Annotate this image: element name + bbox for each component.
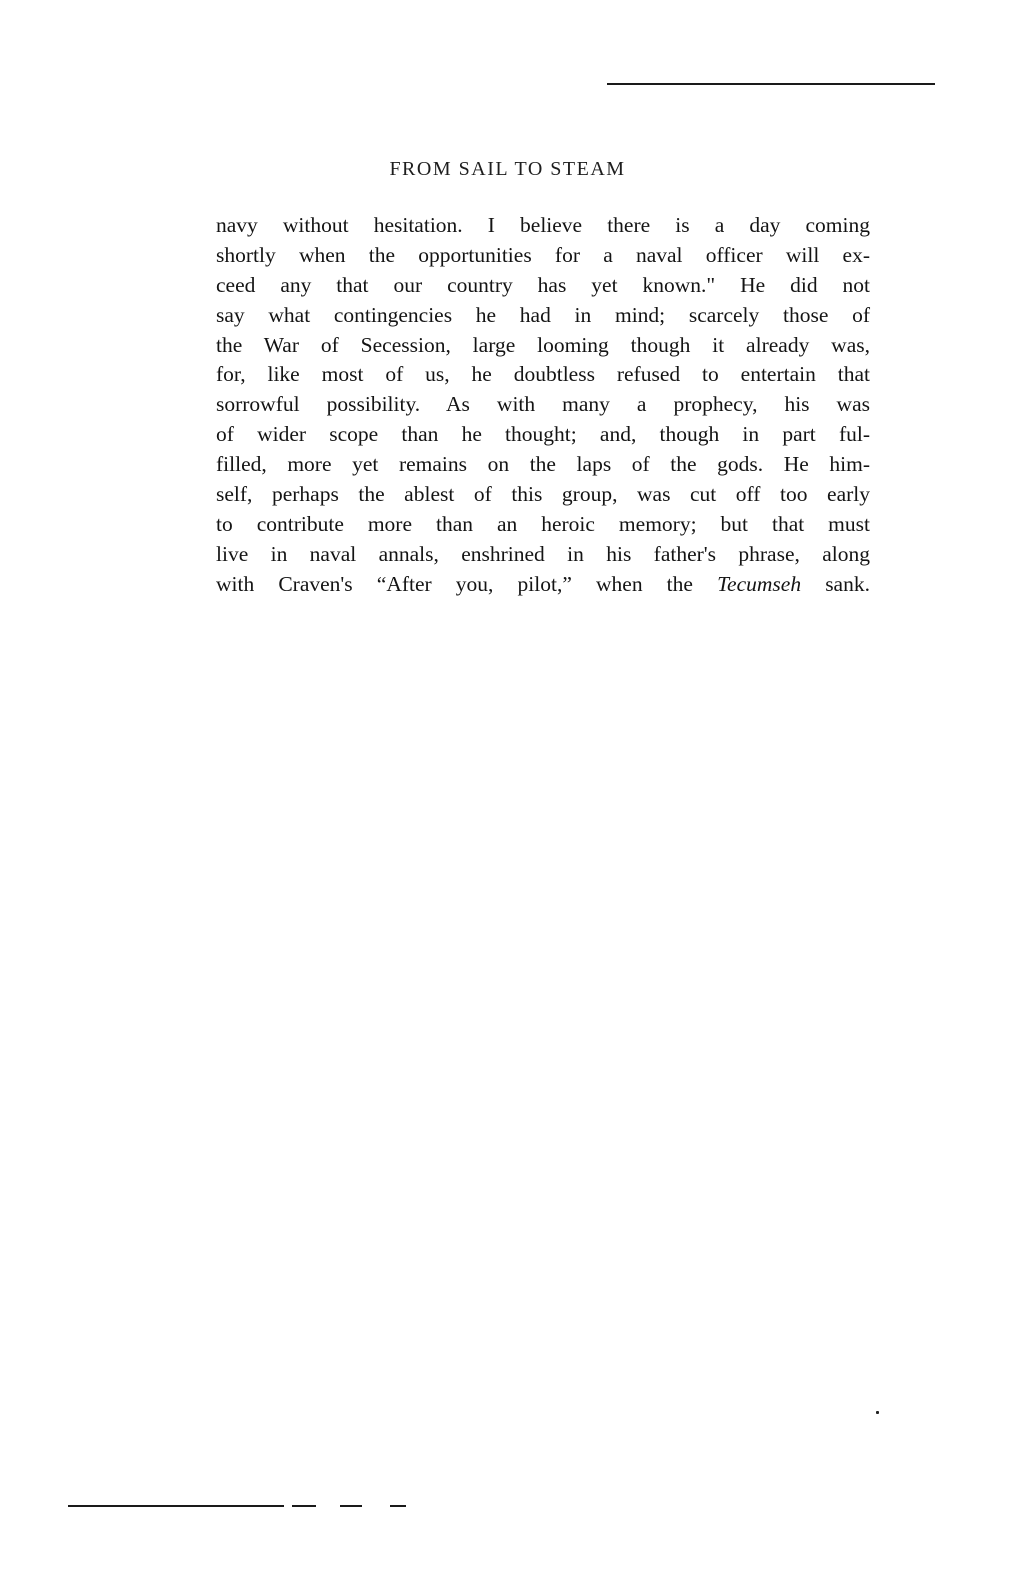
last-line-before: with Craven's “After you, pilot,” when the (216, 571, 718, 596)
text-line: to contribute more than an heroic memory; but that must (216, 511, 870, 536)
text-line-last (216, 570, 870, 600)
text-line: sorrowful possibility. As with many a prophecy, his was (216, 392, 870, 417)
body-text (216, 211, 870, 600)
text-line: live in naval annals, enshrined in his father's phrase, along (216, 541, 870, 566)
text-line: self, perhaps the ablest of this group, was cut off too early (216, 482, 870, 507)
text-line: ceed any that our country has yet known." He did not (216, 272, 870, 297)
last-line-after: sank. (801, 571, 870, 596)
bottom-rule-segment (68, 1505, 284, 1507)
bottom-rule-segment (340, 1505, 362, 1507)
bottom-rule-segment (292, 1505, 316, 1507)
bottom-rule-segment (390, 1505, 406, 1507)
text-line: for, like most of us, he doubtless refused to entertain that (216, 362, 870, 387)
text-line: the War of Secession, large looming though it already was, (216, 332, 870, 357)
text-line: shortly when the opportunities for a naval officer will ex- (216, 242, 870, 267)
top-rule (607, 83, 935, 85)
text-line: navy without hesitation. I believe there is a day coming (216, 213, 870, 237)
running-head: FROM SAIL TO STEAM (389, 158, 626, 180)
text-line: say what contingencies he had in mind; scarcely those of (216, 302, 870, 327)
ink-speck (876, 1411, 879, 1414)
text-line: of wider scope than he thought; and, though in part ful- (216, 422, 870, 447)
text-line: filled, more yet remains on the laps of the gods. He him- (216, 452, 870, 477)
ship-name: Tecumseh (717, 571, 802, 596)
